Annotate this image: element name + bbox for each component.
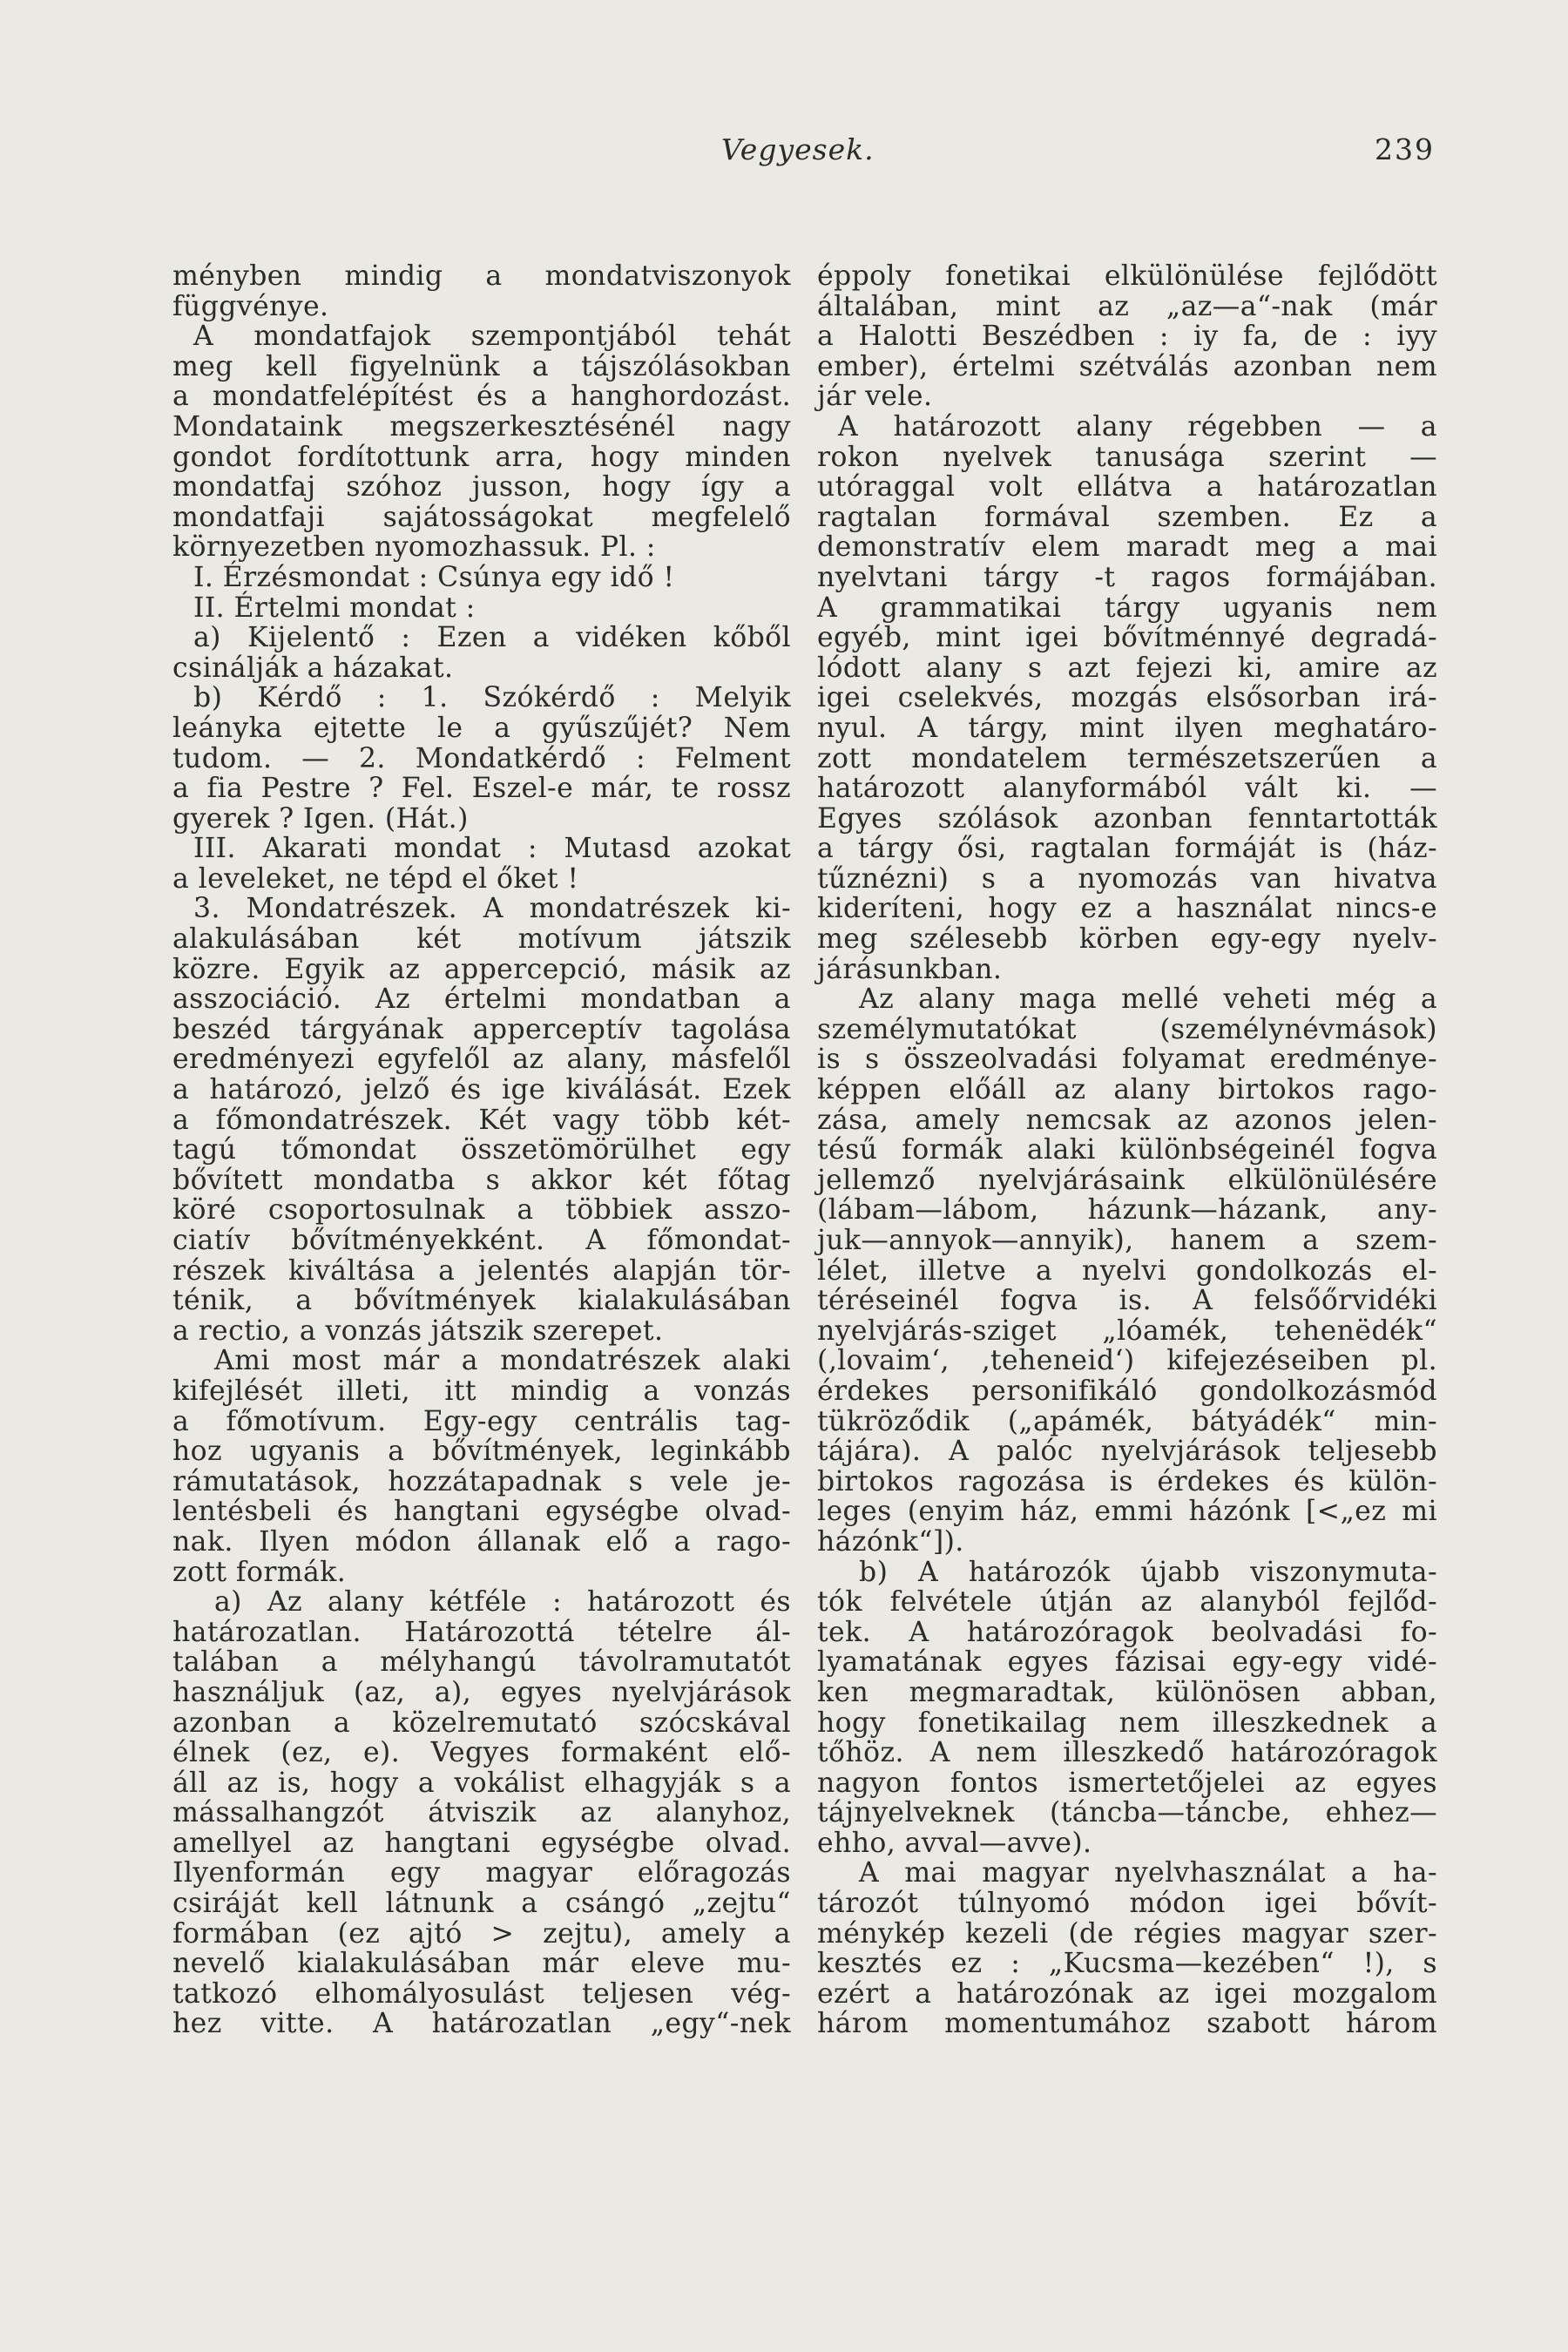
- text-line: a főmondatrészek. Két vagy több két-: [172, 1104, 791, 1136]
- text-line: Mondataink megszerkesztésénél nagy: [172, 410, 791, 443]
- text-line: 3. Mondatrészek. A mondatrészek ki-: [193, 893, 791, 925]
- left-column: [172, 261, 791, 2039]
- text-line: ragtalan formával szemben. Ez a: [817, 501, 1437, 533]
- text-line: környezetben nyomozhassuk. Pl. :: [172, 531, 656, 564]
- text-line: ménykép kezeli (de régies magyar szer-: [817, 1917, 1437, 1950]
- text-line: lentésbeli és hangtani egységbe olvad-: [172, 1496, 791, 1528]
- text-line: hez vitte. A határozatlan „egy“-nek: [172, 2008, 791, 2040]
- text-line: a leveleket, ne tépd el őket !: [172, 862, 579, 895]
- text-line: közre. Egyik az appercepció, másik az: [172, 953, 791, 985]
- text-line: amellyel az hangtani egységbe olvad.: [172, 1827, 791, 1859]
- text-line: köré csoportosulnak a többiek asszo-: [172, 1194, 791, 1227]
- text-line: lyamatának egyes fázisai egy-egy vidé-: [817, 1646, 1437, 1679]
- text-line: a határozó, jelző és ige kiválását. Ezek: [172, 1074, 791, 1106]
- text-line: a főmotívum. Egy-egy centrális tag-: [172, 1405, 791, 1437]
- text-line: A mai magyar nyelvhasználat a ha-: [859, 1857, 1437, 1889]
- text-line: III. Akarati mondat : Mutasd azokat: [193, 833, 791, 865]
- text-line: Az alany maga mellé veheti még a: [859, 983, 1437, 1016]
- text-line: is s összeolvadási folyamat eredménye-: [817, 1044, 1437, 1076]
- text-line: A mondatfajok szempontjából tehát: [193, 321, 791, 353]
- text-line: képpen előáll az alany birtokos rago-: [817, 1074, 1437, 1106]
- text-line: leges (enyim ház, emmi házónk [<„ez mi: [817, 1496, 1437, 1528]
- text-line: éppoly fonetikai elkülönülése fejlődött: [817, 260, 1437, 292]
- text-line: II. Értelmi mondat :: [193, 591, 476, 624]
- text-line: kifejlését illeti, itt mindig a vonzás: [172, 1375, 791, 1407]
- page-number: 239: [1375, 132, 1435, 166]
- right-column: [817, 261, 1437, 2039]
- text-line: A grammatikai tárgy ugyanis nem: [817, 591, 1437, 624]
- text-line: mássalhangzót átviszik az alanyhoz,: [172, 1797, 791, 1829]
- text-line: személymutatókat (személynévmások): [817, 1013, 1437, 1045]
- text-line: ténik, a bővítmények kialakulásában: [172, 1285, 791, 1317]
- text-line: jár vele.: [817, 381, 933, 413]
- text-line: a rectio, a vonzás játszik szerepet.: [172, 1315, 664, 1347]
- text-line: hogy fonetikailag nem illeszkednek a: [817, 1707, 1437, 1739]
- text-line: tájára). A palóc nyelvjárások teljesebb: [817, 1436, 1437, 1468]
- text-line: részek kiváltása a jelentés alapján tör-: [172, 1254, 791, 1287]
- text-line: tőhöz. A nem illeszkedő határozóragok: [817, 1737, 1437, 1769]
- text-line: tók felvétele útján az alanyból fejlőd-: [817, 1586, 1437, 1619]
- text-line: használjuk (az, a), egyes nyelvjárások: [172, 1676, 791, 1708]
- text-line: utóraggal volt ellátva a határozatlan: [817, 471, 1437, 504]
- text-line: ember), értelmi szétválás azonban nem: [817, 350, 1437, 382]
- text-line: téréseinél fogva is. A felsőőrvidéki: [817, 1285, 1437, 1317]
- text-line: nyul. A tárgy, mint ilyen meghatáro-: [817, 712, 1437, 744]
- text-line: ciatív bővítményekként. A főmondat-: [172, 1225, 791, 1256]
- text-line: b) Kérdő : 1. Szókérdő : Melyik: [193, 682, 791, 714]
- text-line: gyerek ? Igen. (Hát.): [172, 802, 469, 835]
- text-line: házónk“]).: [817, 1525, 964, 1558]
- text-line: hoz ugyanis a bővítmények, leginkább: [172, 1436, 791, 1468]
- text-line: tatkozó elhomályosulást teljesen vég-: [172, 1977, 791, 2010]
- text-line: tükröződik („apámék, bátyádék“ min-: [817, 1405, 1437, 1437]
- text-line: zott formák.: [172, 1556, 347, 1588]
- text-line: nyelvjárás-sziget „lóamék, tehenëdék“: [817, 1315, 1437, 1347]
- text-line: áll az is, hogy a vokálist elhagyják s a: [172, 1767, 791, 1799]
- text-line: függvénye.: [172, 290, 329, 322]
- text-line: Ami most már a mondatrészek alaki: [214, 1345, 791, 1377]
- text-line: alakulásában két motívum játszik: [172, 923, 791, 956]
- text-line: tájnyelveknek (táncba—táncbe, ehhez—: [817, 1797, 1437, 1829]
- text-line: érdekes personifikáló gondolkozásmód: [817, 1375, 1437, 1407]
- text-line: (lábam—lábom, házunk—házank, any-: [817, 1194, 1437, 1227]
- text-line: birtokos ragozása is érdekes és külön-: [817, 1465, 1437, 1497]
- text-line: nagyon fontos ismertetőjelei az egyes: [817, 1767, 1437, 1799]
- text-line: jellemző nyelvjárásaink elkülönülésére: [817, 1164, 1437, 1196]
- text-line: tek. A határozóragok beolvadási fo-: [817, 1616, 1437, 1648]
- text-line: ményben mindig a mondatviszonyok: [172, 260, 791, 292]
- text-line: határozott alanyformából vált ki. —: [817, 773, 1437, 805]
- text-line: járásunkban.: [817, 953, 1003, 985]
- text-line: tagú tőmondat összetömörülhet egy: [172, 1134, 791, 1166]
- running-head: Vegyesek.: [721, 132, 875, 166]
- text-line: nyelvtani tárgy -t ragos formájában.: [817, 561, 1437, 593]
- text-line: mondatfaj szóhoz jusson, hogy így a: [172, 471, 791, 504]
- text-line: általában, mint az „az—a“-nak (már: [817, 290, 1437, 322]
- text-line: talában a mélyhangú távolramutatót: [172, 1646, 791, 1679]
- text-line: mondatfaji sajátosságokat megfelelő: [172, 501, 791, 533]
- text-line: tudom. — 2. Mondatkérdő : Felment: [172, 742, 791, 774]
- text-line: élnek (ez, e). Vegyes formaként elő-: [172, 1737, 791, 1769]
- text-line: leányka ejtette le a gyűszűjét? Nem: [172, 712, 791, 744]
- text-line: tározót túlnyomó módon igei bővít-: [817, 1888, 1437, 1920]
- text-line: a fia Pestre ? Fel. Eszel-e már, te rossz: [172, 773, 791, 805]
- text-line: a Halotti Beszédben : iy fa, de : iyy: [817, 321, 1437, 353]
- text-line: eredményezi egyfelől az alany, másfelől: [172, 1044, 791, 1076]
- text-line: zása, amely nemcsak az azonos jelen-: [817, 1104, 1437, 1136]
- text-line: igei cselekvés, mozgás elsősorban irá-: [817, 682, 1437, 714]
- text-line: kideríteni, hogy ez a használat nincs-e: [817, 893, 1437, 925]
- text-line: A határozott alany régebben — a: [838, 410, 1437, 443]
- text-line: I. Érzésmondat : Csúnya egy idő !: [193, 561, 675, 593]
- text-line: három momentumához szabott három: [817, 2008, 1437, 2040]
- text-line: zott mondatelem természetszerűen a: [817, 742, 1437, 774]
- text-line: rámutatások, hozzátapadnak s vele je-: [172, 1465, 791, 1497]
- text-line: asszociáció. Az értelmi mondatban a: [172, 983, 791, 1016]
- text-line: ken megmaradtak, különösen abban,: [817, 1676, 1437, 1708]
- text-line: azonban a közelremutató szócskával: [172, 1707, 791, 1739]
- text-line: ehho, avval—avve).: [817, 1827, 1092, 1859]
- text-line: egyéb, mint igei bővítménnyé degradá-: [817, 622, 1437, 654]
- text-line: a mondatfelépítést és a hanghordozást.: [172, 381, 791, 413]
- text-line: kesztés ez : „Kucsma—kezében“ !), s: [817, 1948, 1437, 1980]
- text-line: csiráját kell látnunk a csángó „zejtu“: [172, 1888, 791, 1920]
- text-line: csinálják a házakat.: [172, 652, 454, 684]
- text-line: Ilyenformán egy magyar előragozás: [172, 1857, 791, 1889]
- text-line: rokon nyelvek tanusága szerint —: [817, 441, 1437, 473]
- text-line: gondot fordítottunk arra, hogy minden: [172, 441, 791, 473]
- text-line: (‚lovaim‘, ‚teheneid‘) kifejezéseiben pl.: [817, 1345, 1437, 1377]
- text-line: ezért a határozónak az igei mozgalom: [817, 1977, 1437, 2010]
- text-line: nak. Ilyen módon állanak elő a rago-: [172, 1525, 791, 1558]
- text-line: Egyes szólások azonban fenntartották: [817, 802, 1437, 835]
- text-line: határozatlan. Határozottá tételre ál-: [172, 1616, 791, 1648]
- text-line: formában (ez ajtó > zejtu), amely a: [172, 1917, 791, 1950]
- text-line: meg kell figyelnünk a tájszólásokban: [172, 350, 791, 382]
- text-line: nevelő kialakulásában már eleve mu-: [172, 1948, 791, 1980]
- text-line: b) A határozók újabb viszonymuta-: [859, 1556, 1437, 1588]
- text-line: tűznézni) s a nyomozás van hivatva: [817, 862, 1437, 895]
- text-line: a tárgy ősi, ragtalan formáját is (ház-: [817, 833, 1437, 865]
- text-line: lódott alany s azt fejezi ki, amire az: [817, 652, 1437, 684]
- text-line: beszéd tárgyának apperceptív tagolása: [172, 1013, 791, 1045]
- text-line: a) Kijelentő : Ezen a vidéken kőből: [193, 622, 791, 654]
- text-line: meg szélesebb körben egy-egy nyelv-: [817, 923, 1437, 956]
- text-line: demonstratív elem maradt meg a mai: [817, 531, 1437, 564]
- text-line: lélet, illetve a nyelvi gondolkozás el-: [817, 1254, 1437, 1287]
- text-line: tésű formák alaki különbségeinél fogva: [817, 1134, 1437, 1166]
- text-line: juk—annyok—annyik), hanem a szem-: [817, 1225, 1437, 1256]
- text-line: a) Az alany kétféle : határozott és: [214, 1586, 791, 1619]
- text-line: bővített mondatba s akkor két főtag: [172, 1164, 791, 1196]
